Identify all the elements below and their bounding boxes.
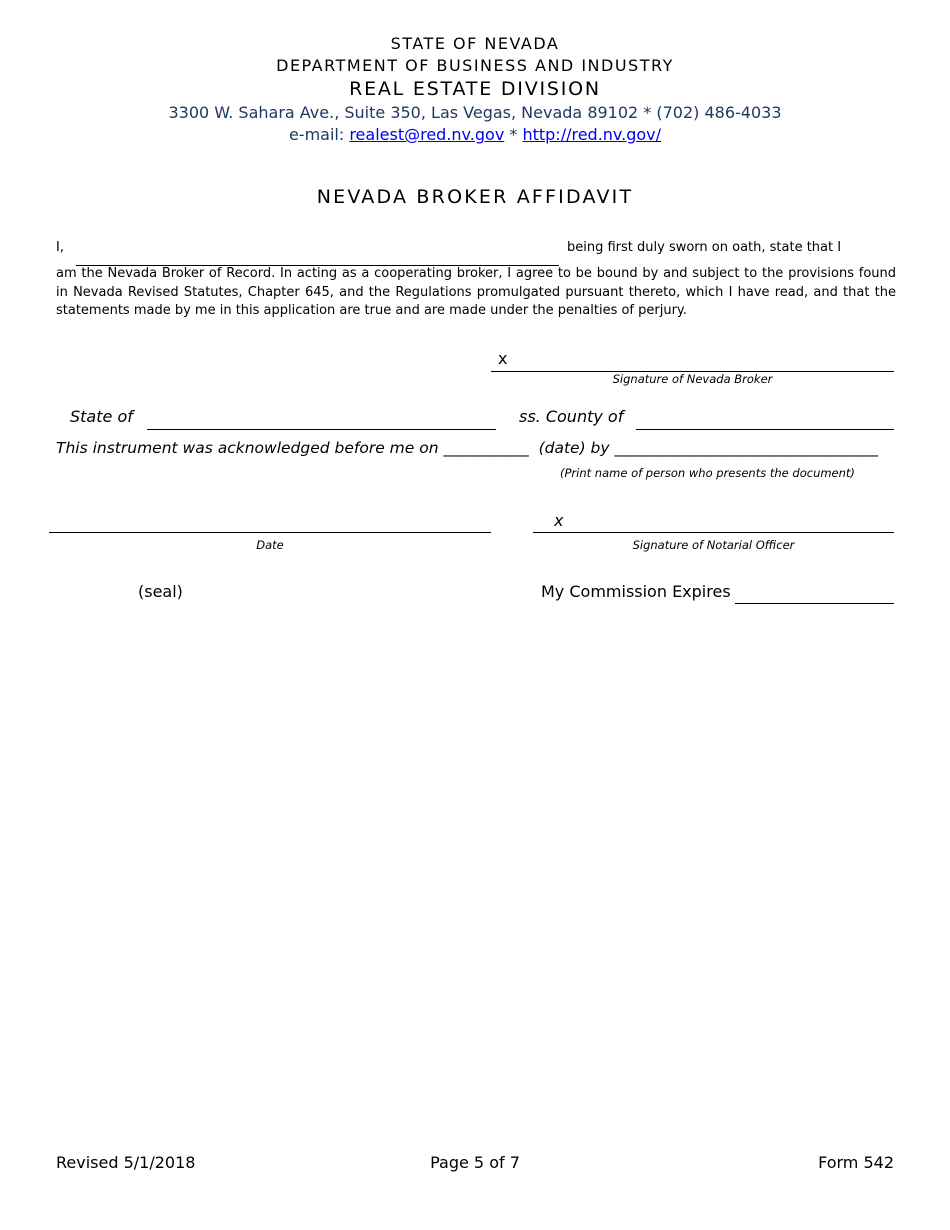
website-link[interactable]: http://red.nv.gov/ bbox=[522, 125, 662, 144]
state-field[interactable] bbox=[147, 429, 496, 430]
seal-label: (seal) bbox=[138, 582, 183, 601]
contact-separator: * bbox=[504, 125, 523, 144]
date-field[interactable] bbox=[49, 532, 491, 533]
statement-text: am the Nevada Broker of Record. In acting as a cooperating broker, I agree to be bound by and subject to the provisions found in Nevada Revised Statutes, Chapter 645, and the Regulations promulgated pursuant thereto, which I have read, and that the statements made by me in this application are true and are made under the penalties of perjury. bbox=[56, 266, 896, 318]
intro-suffix: being first duly sworn on oath, state that I bbox=[567, 240, 842, 255]
date-caption: Date bbox=[256, 538, 284, 552]
acknowledged-text: This instrument was acknowledged before me on ___________ (date) by __________________________________ bbox=[56, 439, 878, 457]
county-field[interactable] bbox=[636, 429, 894, 430]
state-of-label: State of bbox=[70, 407, 133, 426]
notary-sig-caption: Signature of Notarial Officer bbox=[632, 538, 795, 552]
intro-prefix: I, bbox=[56, 240, 64, 255]
email-prefix: e-mail: bbox=[288, 125, 350, 144]
header-state: STATE OF NEVADA bbox=[390, 34, 560, 53]
print-name-caption: (Print name of person who presents the document) bbox=[560, 466, 855, 480]
header-contact bbox=[0, 125, 950, 144]
header-address: 3300 W. Sahara Ave., Suite 350, Las Vegas, Nevada 89102 * (702) 486-4033 bbox=[168, 103, 782, 122]
form-title: NEVADA BROKER AFFIDAVIT bbox=[316, 186, 634, 208]
email-link[interactable]: realest@red.nv.gov bbox=[349, 125, 505, 144]
county-of-label: ss. County of bbox=[519, 407, 624, 426]
header-department: DEPARTMENT OF BUSINESS AND INDUSTRY bbox=[276, 56, 674, 75]
commission-label: My Commission Expires bbox=[541, 582, 731, 601]
header-division: REAL ESTATE DIVISION bbox=[349, 78, 601, 100]
footer-page: Page 5 of 7 bbox=[430, 1153, 520, 1172]
commission-expires-field[interactable] bbox=[735, 603, 894, 604]
broker-sig-caption: Signature of Nevada Broker bbox=[612, 372, 773, 386]
broker-sig-mark: x bbox=[498, 349, 508, 368]
notary-signature-field[interactable] bbox=[533, 532, 894, 533]
notary-sig-mark: x bbox=[554, 511, 564, 530]
footer-revised: Revised 5/1/2018 bbox=[56, 1153, 196, 1172]
footer-form-number: Form 542 bbox=[818, 1153, 894, 1172]
